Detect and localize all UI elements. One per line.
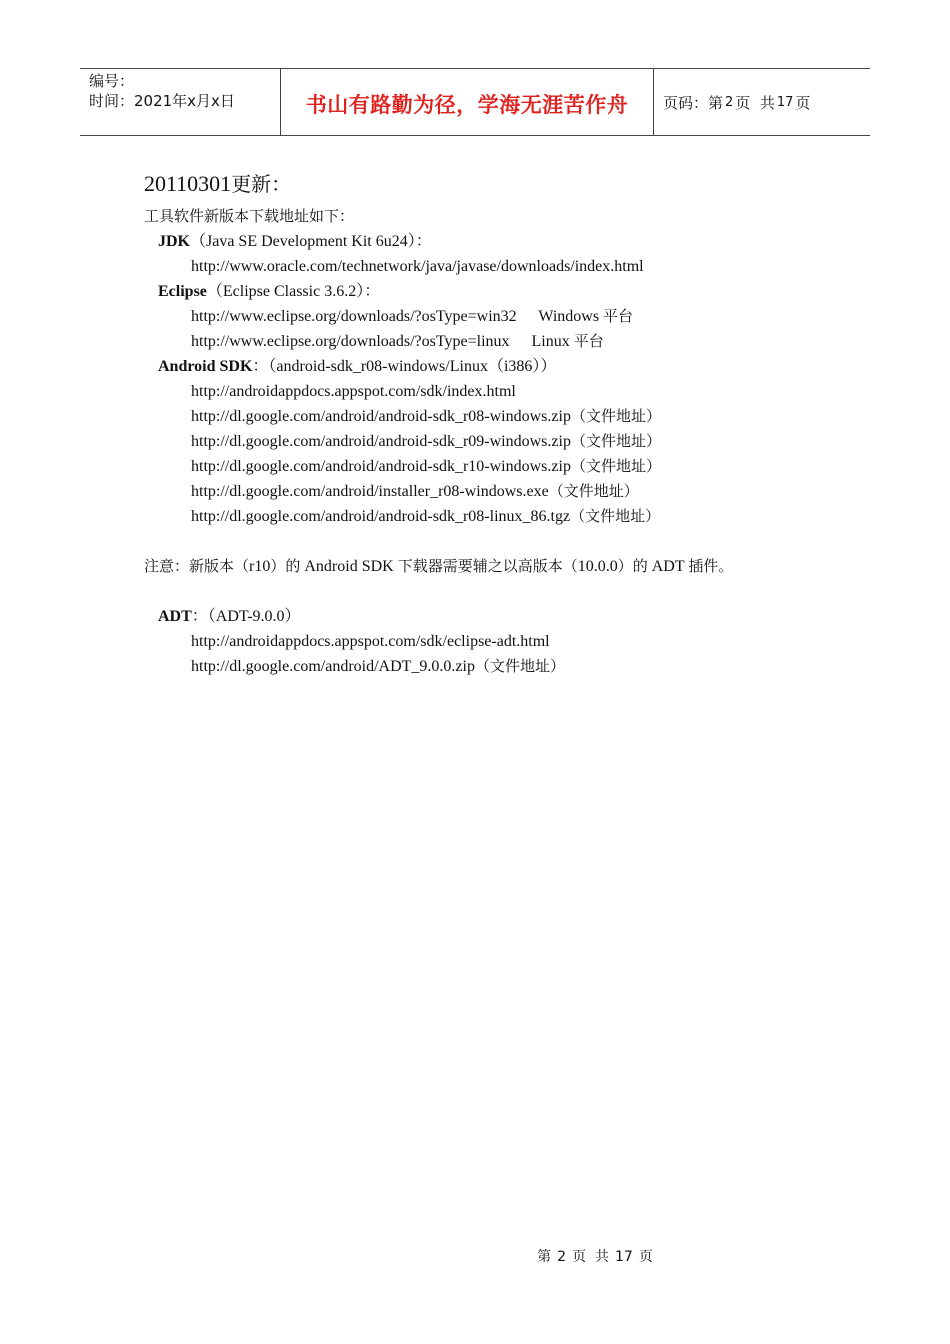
note-text: Android SDK (304, 558, 394, 575)
android-heading (144, 354, 844, 379)
note-text: ）的 (270, 557, 301, 575)
adt-name: ADT (158, 608, 192, 625)
footer-current: 2 (557, 1249, 567, 1265)
footer-total: 17 (615, 1249, 633, 1265)
eclipse-name: Eclipse (158, 283, 207, 300)
spacer (144, 579, 844, 604)
android-file-link (144, 404, 844, 429)
adt-page-link[interactable]: http://androidappdocs.appspot.com/sdk/eclipse-adt.html (191, 633, 550, 650)
eclipse-desc: （Eclipse Classic 3.6.2）： (206, 283, 381, 300)
note-text: 10.0.0 (577, 558, 618, 575)
footer-suffix: 页 (638, 1249, 653, 1265)
page-footer (0, 1246, 950, 1266)
document-body (144, 168, 844, 679)
header-page-info (654, 69, 870, 135)
page-header (80, 68, 870, 136)
footer-mid: 页 共 (572, 1249, 609, 1265)
android-name: Android SDK (158, 358, 253, 375)
note-paragraph (144, 554, 844, 579)
spacer (144, 529, 844, 554)
eclipse-os: Linux (531, 333, 570, 350)
file-note: （文件地址） (474, 657, 565, 675)
note-text: ADT (651, 558, 685, 575)
file-url[interactable]: http://dl.google.com/android/installer_r08-windows.exe (191, 483, 549, 500)
serial-label: 编号： (89, 72, 135, 90)
eclipse-heading (144, 279, 844, 304)
android-file-link (144, 479, 844, 504)
page-total: 17 (776, 94, 794, 110)
file-url[interactable]: http://dl.google.com/android/android-sdk_r08-linux_86.tgz (191, 508, 571, 525)
file-url[interactable]: http://dl.google.com/android/android-sdk_r10-windows.zip (191, 458, 571, 475)
note-text: 插件。 (688, 557, 734, 575)
page-current: 2 (725, 94, 734, 110)
file-url[interactable]: http://dl.google.com/android/android-sdk_r08-windows.zip (191, 408, 571, 425)
android-desc: ：（android-sdk_r08-windows/Linux（i386）） (252, 358, 557, 375)
file-note: （文件地址） (570, 507, 661, 525)
note-text: ）的 (617, 557, 648, 575)
file-url[interactable]: http://dl.google.com/android/ADT_9.0.0.zip (191, 658, 475, 675)
eclipse-os: Windows (538, 308, 600, 325)
file-note: （文件地址） (548, 482, 639, 500)
section-title (144, 168, 844, 200)
adt-heading (144, 604, 844, 629)
eclipse-url[interactable]: http://www.eclipse.org/downloads/?osType=linux (191, 333, 510, 350)
jdk-name: JDK (158, 233, 190, 250)
intro-text: 工具软件新版本下载地址如下： (144, 207, 355, 225)
header-motto-cell (281, 69, 654, 135)
eclipse-os-tag: 平台 (603, 307, 634, 325)
adt-file-link (144, 654, 844, 679)
eclipse-link-linux (144, 329, 844, 354)
footer-prefix: 第 (537, 1249, 552, 1265)
header-meta (80, 69, 281, 135)
android-file-link (144, 454, 844, 479)
file-url[interactable]: http://dl.google.com/android/android-sdk_r09-windows.zip (191, 433, 571, 450)
eclipse-link-windows (144, 304, 844, 329)
note-text: 注意：新版本（ (144, 557, 250, 575)
header-motto: 书山有路勤为径，学海无涯苦作舟 (305, 93, 629, 117)
title-suffix: 更新： (231, 172, 292, 196)
note-text: 下载器需要辅之以高版本（ (397, 557, 578, 575)
jdk-desc: （Java SE Development Kit 6u24）： (190, 233, 432, 250)
jdk-link[interactable]: http://www.oracle.com/technetwork/java/javase/downloads/index.html (191, 258, 644, 275)
title-date: 20110301 (144, 171, 232, 196)
android-file-link (144, 504, 844, 529)
file-note: （文件地址） (570, 457, 661, 475)
eclipse-url[interactable]: http://www.eclipse.org/downloads/?osType=win32 (191, 308, 517, 325)
eclipse-os-tag: 平台 (573, 332, 604, 350)
jdk-heading (144, 229, 844, 254)
page-mid: 页 共 (735, 93, 775, 112)
page-suffix: 页 (795, 93, 811, 112)
note-text: r10 (249, 558, 271, 575)
time-label: 时间：2021年x月x日 (89, 92, 235, 110)
file-note: （文件地址） (570, 407, 661, 425)
android-sdk-page-link[interactable]: http://androidappdocs.appspot.com/sdk/index.html (191, 383, 516, 400)
android-file-link (144, 429, 844, 454)
page-prefix: 页码：第 (663, 93, 724, 112)
adt-desc: ：（ADT-9.0.0） (191, 608, 301, 625)
file-note: （文件地址） (570, 432, 661, 450)
